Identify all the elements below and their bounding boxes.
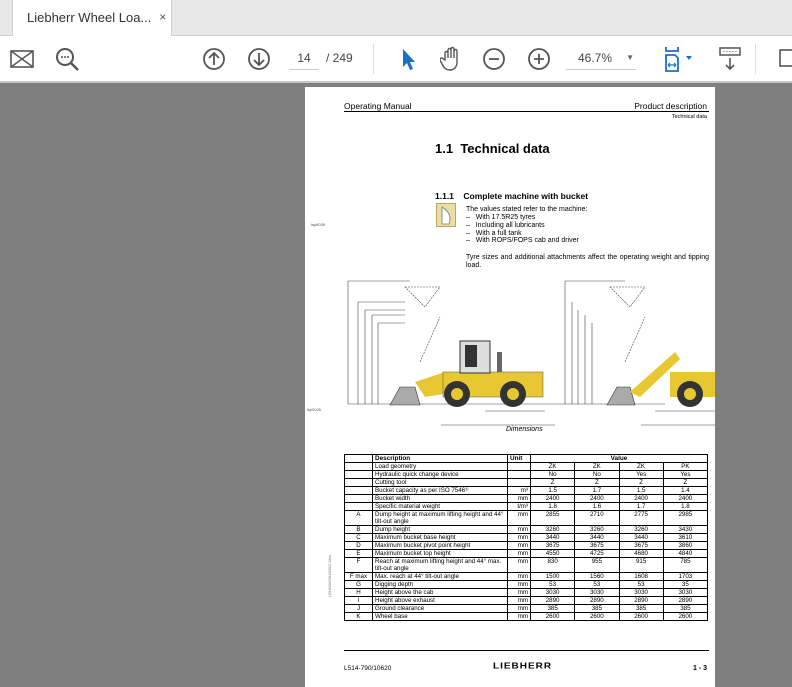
subsection-title: Complete machine with bucket	[463, 191, 589, 201]
unit-cell: mm	[508, 581, 531, 589]
previous-page-icon[interactable]	[201, 46, 227, 72]
value-cell: 2890	[619, 597, 663, 605]
value-cell: 3675	[575, 542, 619, 550]
value-cell: 2600	[531, 613, 575, 621]
dimension-letter	[345, 503, 373, 511]
value-cell: 1.8	[531, 503, 575, 511]
figure-caption: Dimensions	[506, 426, 543, 433]
value-cell: 1.5	[619, 487, 663, 495]
dimension-letter: D	[345, 542, 373, 550]
tab-title: Liebherr Wheel Loa...	[27, 10, 152, 25]
close-tab-icon[interactable]: ×	[159, 10, 167, 24]
dimension-letter: J	[345, 605, 373, 613]
value-cell: 3030	[663, 589, 707, 597]
value-cell: 2855	[531, 511, 575, 526]
toolbar	[0, 36, 792, 83]
table-row	[345, 558, 708, 573]
value-cell: 2985	[663, 511, 707, 526]
dimension-letter: C	[345, 534, 373, 542]
value-cell: 1703	[663, 573, 707, 581]
zoom-out-icon[interactable]	[481, 46, 507, 72]
description-cell: Specific material weight	[373, 503, 508, 511]
description-cell: Ground clearance	[373, 605, 508, 613]
value-cell: 53	[531, 581, 575, 589]
unit-cell: mm	[508, 526, 531, 534]
side-code: LBH/10620/1800/2.0/en	[327, 554, 332, 597]
tab-bar	[0, 0, 792, 36]
value-cell: 3440	[531, 534, 575, 542]
bullet-item: Including all lubricants	[475, 221, 545, 229]
dimension-letter: B	[345, 526, 373, 534]
next-page-icon[interactable]	[246, 46, 272, 72]
value-cell: 2600	[663, 613, 707, 621]
dimension-letter: H	[345, 589, 373, 597]
value-cell: 53	[619, 581, 663, 589]
description-cell: Reach at maximum lifting height and 44° max. tilt-out angle	[373, 558, 508, 573]
wheel-loader-left	[390, 341, 543, 407]
header-cell: Description	[373, 455, 508, 463]
description-cell: Maximum bucket base height	[373, 534, 508, 542]
fit-page-icon[interactable]	[662, 46, 696, 72]
value-cell: 2400	[575, 495, 619, 503]
description-cell: Digging depth	[373, 581, 508, 589]
value-cell: 1.7	[619, 503, 663, 511]
search-icon[interactable]	[54, 46, 80, 72]
unit-cell: mm	[508, 495, 531, 503]
page-number-input[interactable]: 14	[289, 51, 319, 70]
section-title: Technical data	[460, 141, 550, 156]
value-cell: No	[531, 471, 575, 479]
value-cell: PK	[663, 463, 707, 471]
footer-left: L514-790/10620	[344, 665, 392, 672]
description-cell: Wheel base	[373, 613, 508, 621]
table-header-row	[345, 455, 708, 463]
page-number: 1 - 3	[692, 665, 707, 672]
value-cell: ZK	[575, 463, 619, 471]
value-cell: 3260	[575, 526, 619, 534]
unit-cell: mm	[508, 511, 531, 526]
subsection-number: 1.1.1	[435, 191, 454, 201]
description-cell: Maximum bucket top height	[373, 550, 508, 558]
unit-cell	[508, 471, 531, 479]
table-row	[345, 597, 708, 605]
unit-cell	[508, 463, 531, 471]
header-sub: Technical data	[671, 114, 707, 120]
table-row	[345, 479, 708, 487]
hand-tool-icon[interactable]	[438, 46, 464, 72]
table-row	[345, 463, 708, 471]
value-cell: 385	[575, 605, 619, 613]
bullet-item: With 17.5R25 tyres	[475, 214, 536, 221]
value-cell: 2890	[663, 597, 707, 605]
table-row	[345, 550, 708, 558]
section-number: 1.1	[435, 141, 454, 156]
zoom-in-icon[interactable]	[526, 46, 552, 72]
liebherr-logo: LIEBHERR	[493, 661, 553, 672]
table-row	[345, 526, 708, 534]
email-icon[interactable]	[9, 46, 35, 72]
value-cell: Z	[575, 479, 619, 487]
footer-rule	[344, 650, 709, 651]
dimension-letter: K	[345, 613, 373, 621]
value-cell: 4680	[619, 550, 663, 558]
bullet-item: With a full tank	[475, 229, 522, 237]
value-cell: 3260	[531, 526, 575, 534]
value-cell: 385	[663, 605, 707, 613]
value-cell: Yes	[663, 471, 707, 479]
value-cell: 1608	[619, 573, 663, 581]
unit-cell: mm	[508, 613, 531, 621]
value-cell: 35	[663, 581, 707, 589]
header-cell: Unit	[508, 455, 531, 463]
description-cell: Load geometry	[373, 463, 508, 471]
dimension-letter	[345, 463, 373, 471]
chevron-down-icon: ▼	[626, 53, 634, 62]
value-cell: 1560	[575, 573, 619, 581]
header-right: Product description	[634, 101, 707, 111]
value-cell: 785	[663, 558, 707, 573]
wheel-loader-right	[607, 352, 715, 407]
select-cursor-icon[interactable]	[395, 46, 421, 72]
table-row	[345, 542, 708, 550]
table-row	[345, 534, 708, 542]
table-row	[345, 589, 708, 597]
value-cell: 3260	[619, 526, 663, 534]
header-rule	[344, 111, 709, 112]
table-row	[345, 581, 708, 589]
value-cell: 2600	[575, 613, 619, 621]
dimension-letter	[345, 487, 373, 495]
value-cell: 53	[575, 581, 619, 589]
value-cell: 1.8	[663, 503, 707, 511]
value-cell: 385	[531, 605, 575, 613]
description-cell: Cutting tool	[373, 479, 508, 487]
unit-cell: mm	[508, 605, 531, 613]
value-cell: 1500	[531, 573, 575, 581]
description-cell: Height above exhaust	[373, 597, 508, 605]
description-cell: Max. reach at 44° tilt-out angle	[373, 573, 508, 581]
description-cell: Maximum bucket pivot point height	[373, 542, 508, 550]
description-cell: Dump height	[373, 526, 508, 534]
unit-cell: mm	[508, 542, 531, 550]
unit-cell: mm	[508, 573, 531, 581]
unit-cell: mm	[508, 589, 531, 597]
bullet-list: – With 17.5R25 tyres – Including all lubricants – With a full tank – With ROPS/FOPS cab and driver	[466, 214, 579, 245]
dimension-letter: F max	[345, 573, 373, 581]
value-cell: 3610	[663, 534, 707, 542]
header-cell: Value	[531, 455, 708, 463]
scroll-mode-icon[interactable]	[717, 46, 743, 72]
unit-cell: mm	[508, 550, 531, 558]
description-cell: Dump height at maximum lifting height and 44° tilt-out angle	[373, 511, 508, 526]
value-cell: 3030	[575, 589, 619, 597]
header-cell	[345, 455, 373, 463]
description-cell: Height above the cab	[373, 589, 508, 597]
subsection-heading	[435, 191, 588, 201]
value-cell: 2710	[575, 511, 619, 526]
description-cell: Bucket capacity as per ISO 7546¹⁾	[373, 487, 508, 495]
description-cell: Bucket width	[373, 495, 508, 503]
value-cell: Z	[619, 479, 663, 487]
value-cell: 2775	[619, 511, 663, 526]
technical-data-table	[344, 454, 708, 621]
dimension-letter: I	[345, 597, 373, 605]
table-row	[345, 511, 708, 526]
value-cell: 2400	[619, 495, 663, 503]
intro-text: The values stated refer to the machine:	[466, 206, 588, 213]
zoom-level-dropdown[interactable]	[566, 51, 636, 70]
value-cell: 2890	[531, 597, 575, 605]
pdf-page	[305, 87, 715, 687]
dimension-letter	[345, 479, 373, 487]
value-cell: Z	[663, 479, 707, 487]
icon-code: lsp8039	[311, 222, 326, 227]
zoom-level-value: 46.7%	[578, 51, 613, 65]
page-total: / 249	[326, 51, 353, 65]
dimension-letter	[345, 471, 373, 479]
value-cell: Yes	[619, 471, 663, 479]
unit-cell: mm	[508, 534, 531, 542]
value-cell: 915	[619, 558, 663, 573]
value-cell: 2400	[663, 495, 707, 503]
value-cell: No	[575, 471, 619, 479]
bullet-item: With ROPS/FOPS cab and driver	[475, 237, 579, 245]
comment-icon[interactable]	[775, 46, 792, 72]
table-row	[345, 605, 708, 613]
dimensions-figure	[345, 277, 715, 427]
value-cell: 2890	[575, 597, 619, 605]
bucket-symbol-icon	[436, 203, 456, 227]
unit-cell: m³	[508, 487, 531, 495]
figure-code: lsp0026	[307, 407, 322, 412]
value-cell: 3030	[531, 589, 575, 597]
value-cell: ZK	[619, 463, 663, 471]
value-cell: 4840	[663, 550, 707, 558]
value-cell: 3860	[663, 542, 707, 550]
unit-cell: mm	[508, 558, 531, 573]
unit-cell	[508, 479, 531, 487]
value-cell: 2400	[531, 495, 575, 503]
value-cell: 830	[531, 558, 575, 573]
dimension-letter: F	[345, 558, 373, 573]
value-cell: 2600	[619, 613, 663, 621]
divider	[755, 44, 756, 74]
header-left: Operating Manual	[344, 101, 412, 111]
value-cell: 3675	[619, 542, 663, 550]
divider	[373, 44, 374, 74]
unit-cell: t/m³	[508, 503, 531, 511]
value-cell: 1.5	[531, 487, 575, 495]
document-tab[interactable]	[12, 0, 172, 36]
value-cell: ZK	[531, 463, 575, 471]
unit-cell: mm	[508, 597, 531, 605]
section-heading	[435, 141, 550, 156]
description-cell: Hydraulic quick change device	[373, 471, 508, 479]
dimension-letter: A	[345, 511, 373, 526]
dimension-letter	[345, 495, 373, 503]
value-cell: 3030	[619, 589, 663, 597]
value-cell: 3675	[531, 542, 575, 550]
table-row	[345, 503, 708, 511]
value-cell: Z	[531, 479, 575, 487]
table-row	[345, 487, 708, 495]
value-cell: 4550	[531, 550, 575, 558]
value-cell: 3430	[663, 526, 707, 534]
table-row	[345, 495, 708, 503]
table-row	[345, 573, 708, 581]
value-cell: 955	[575, 558, 619, 573]
table-row	[345, 613, 708, 621]
value-cell: 1.4	[663, 487, 707, 495]
paragraph: Tyre sizes and additional attachments affect the operating weight and tipping load.	[466, 254, 709, 269]
value-cell: 1.7	[575, 487, 619, 495]
value-cell: 385	[619, 605, 663, 613]
value-cell: 4725	[575, 550, 619, 558]
table-row	[345, 471, 708, 479]
value-cell: 3440	[575, 534, 619, 542]
value-cell: 1.6	[575, 503, 619, 511]
dimension-letter: E	[345, 550, 373, 558]
value-cell: 3440	[619, 534, 663, 542]
dimension-letter: G	[345, 581, 373, 589]
